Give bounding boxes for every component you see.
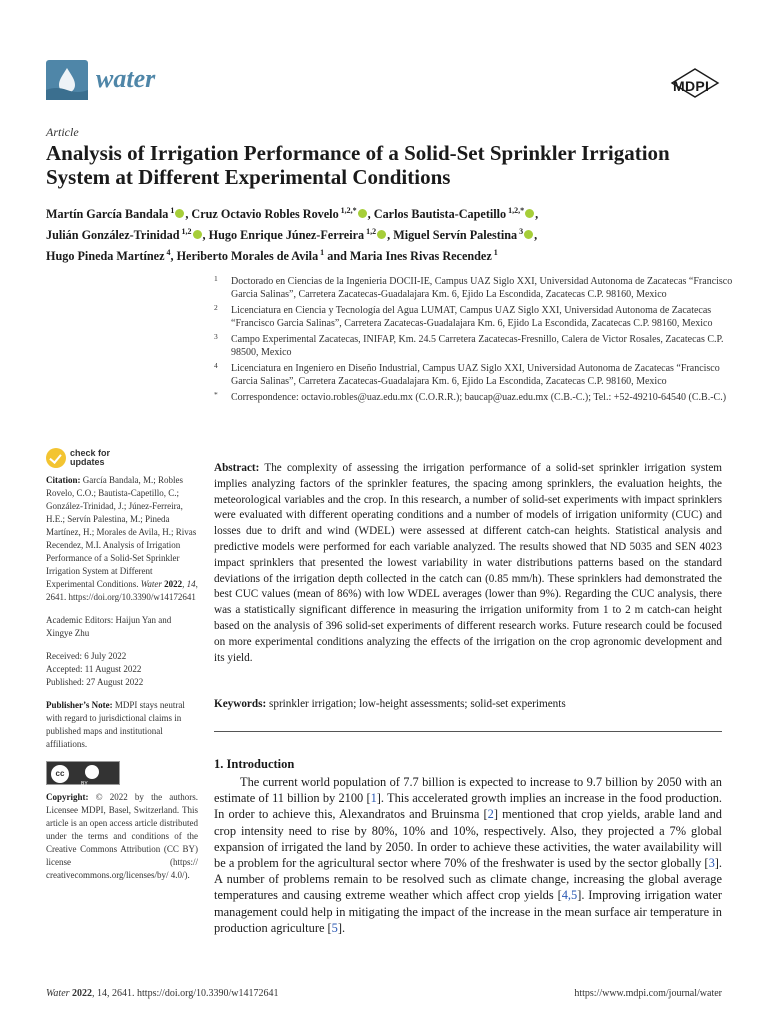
orcid-icon[interactable]	[193, 230, 202, 239]
author-name: Martín García Bandala	[46, 207, 169, 222]
orcid-icon[interactable]	[175, 209, 184, 218]
reference-link[interactable]: 5	[331, 920, 338, 935]
reference-link[interactable]: 3	[708, 856, 715, 871]
author-name: Carlos Bautista-Capetillo	[373, 207, 507, 222]
journal-url-link[interactable]: https://www.mdpi.com/journal/water	[574, 988, 722, 999]
publication-dates	[46, 650, 198, 689]
introduction-paragraph: The current world population of 7.7 billion is expected to increase to 9.7 billion by 2050 with an estimate of 11 billion by 2100 [1]. This accelerated growth implies an increase in the food production. In order to achieve this, Alexandratos and Bruinsma [2] mentioned that crop yields, arable land and crop intensity need to rise by 80%, 10% and 10%, respectively. Also, they projected a 7% global expansion of irrigated the land by 2050. In order to achieve these activities, the water availability will be a problem for the agricultural sector where 70% of the freshwater is used by the sector globally [3]. A number of problems remain to be resolved such as climate change, increasing the global average temperatures and causing extreme weather which affect crop yields [4,5]. Improving irrigation water management could help in mitigating the impact of the increase in the mean surface air temperature in production agriculture [5].	[214, 775, 723, 935]
affiliation-item: 3 Campo Experimental Zacatecas, INIFAP, Km. 24.5 Carretera Zacatecas-Fresnillo, Calera de Victor Rosales, Zacatecas C.P. 98500, Mexico	[214, 332, 724, 358]
affiliation-item: 1 Doctorado en Ciencias de la Ingenieria DOCII-IE, Campus UAZ Siglo XXI, Universidad Autonoma de Zacatecas “Francisco Garcia Salinas”, Carretera Zacatecas-Guadalajara Km. 6, Ejido La Escondida, Zacatecas C.P. 98160, Mexico	[214, 274, 733, 300]
orcid-icon[interactable]	[524, 230, 533, 239]
keywords: Keywords: sprinkler irrigation; low-height assessments; solid-set experiments	[214, 698, 566, 710]
section-heading: 1. Introduction	[214, 757, 295, 771]
paper-title: Analysis of Irrigation Performance of a Solid-Set Sprinkler Irrigation System at Different Experimental Conditions	[46, 141, 670, 189]
published-date: Published: 27 August 2022	[46, 677, 144, 687]
author-name: Julián González-Trinidad	[46, 228, 180, 243]
publisher-name: MDPI	[673, 78, 710, 94]
orcid-icon[interactable]	[525, 209, 534, 218]
received-date: Received: 6 July 2022	[46, 651, 127, 661]
journal-header	[46, 60, 726, 104]
author-name: Maria Ines Rivas Recendez	[349, 249, 492, 264]
orcid-icon[interactable]	[358, 209, 367, 218]
author-list: Martín García Bandala $^1$ , Cruz Octavio Robles Rovelo $^{1,2,*}$ , Carlos Bautista-Capetillo $^{1,2,*}$ , Julián González-Trinidad $^{1,2}$ , Hugo Enrique Júnez-Ferreira $^{1,2}$ , Miguel Servín Palestina $^3$ , Hugo Pineda Martínez $^4$, Heriberto Morales de Avila $^1$ and Maria Ines Rivas Recendez $^1$	[46, 206, 539, 264]
author-name: Hugo Enrique Júnez-Ferreira	[208, 228, 365, 243]
water-drop-icon	[46, 60, 88, 100]
sidebar	[46, 446, 198, 892]
abstract	[214, 461, 722, 666]
journal-name: water	[96, 64, 156, 93]
check-updates-icon	[46, 448, 66, 468]
affiliations	[214, 275, 734, 407]
reference-link[interactable]: 2	[487, 807, 494, 822]
copyright-notice: Copyright: © 2022 by the authors. Licensee MDPI, Basel, Switzerland. This article is an open access article distributed under the terms and conditions of the Creative Commons Attribution (CC BY) license (https:// creativecommons.org/licenses/by/ 4.0/).	[46, 792, 199, 880]
author-name: Cruz Octavio Robles Rovelo	[191, 207, 339, 222]
reference-link[interactable]: 4,5	[561, 888, 578, 903]
author-name: Hugo Pineda Martínez	[46, 249, 165, 264]
footer-citation: Water 2022, 14, 2641. https://doi.org/10.3390/w14172641	[46, 988, 279, 999]
article-type: Article	[46, 125, 79, 139]
correspondence: * Correspondence: octavio.robles@uaz.edu.mx (C.O.R.R.); baucap@uaz.edu.mx (C.B.-C.); Tel.: +52-49210-64540 (C.B.-C.)	[214, 390, 727, 403]
cc-by-license-icon[interactable]: cc BY	[46, 761, 120, 785]
doi-link[interactable]: , 2641. https://doi.org/10.3390/w14172641	[46, 579, 198, 602]
abstract-text: The complexity of assessing the irrigation performance of a solid-set sprinkler irrigation system implies analyzing factors of the sprinkler features, the spacing among sprinklers, the evaluation heights, the meteorological variables and the crop. In this research, a number of solid-set experiments with impact sprinklers were evaluated with different operating conditions and a number of models of irrigation uniformity (CUC) and losses due to drift and wind (WDEL) were assessed at different catch-can heights. Statistical analysis and predictive models were performed for each variable analyzed. The results showed that ND 5035 and SEN 4023 impact sprinklers that presented the lowest variability in water distributions patterns based on the standard deviations of the irrigation depth collected in the catch can (0.85 mm/h). These sprinklers had demonstrated the best CUC values (mean of 86%) with low WDEL averages (lower than 9%). Regarding the CUC analysis, there was a statistically significant difference in measuring the irrigation uniformity from 1 to 2 m catch-can height based on the analysis of 396 solid-set experiments of different research works. Future research could be focused on more experimental conditions analyzing the effects of the irrigation on the crop agronomic development and its yield.	[214, 462, 722, 664]
author-name: Miguel Servín Palestina	[393, 228, 518, 243]
author-name: Heriberto Morales de Avila	[176, 249, 319, 264]
affiliation-item: 4 Licenciatura en Ingeniero en Diseño Industrial, Campus UAZ Siglo XXI, Universidad Autonoma de Zacatecas “Francisco Garcia Salinas”, Carretera Zacatecas-Guadalajara Km. 6, Ejido La Escondida, Zacatecas C.P. 98160, Mexico	[214, 361, 720, 387]
accepted-date: Accepted: 11 August 2022	[46, 664, 142, 674]
reference-link[interactable]: 1	[370, 791, 377, 806]
affiliation-item: 2 Licenciatura en Ciencia y Tecnología del Agua LUMAT, Campus UAZ Siglo XXI, Universidad Autonoma de Zacatecas “Francisco Garcia Salinas”, Carretera Zacatecas-Guadalajara Km. 6, Ejido La Escondida, Zacatecas C.P. 98160, Mexico	[214, 303, 713, 329]
abstract-label: Abstract:	[214, 462, 260, 474]
mdpi-logo[interactable]	[670, 68, 720, 98]
publisher-note: Publisher’s Note: MDPI stays neutral with regard to jurisdictional claims in published maps and institutional affiliations.	[46, 700, 185, 749]
orcid-icon[interactable]	[377, 230, 386, 239]
section-divider	[214, 731, 722, 732]
citation: Citation: García Bandala, M.; Robles Rovelo, C.O.; Bautista-Capetillo, C.; González-Trinidad, J.; Júnez-Ferreira, H.E.; Servín Palestina, M.; Pineda Martínez, H.; Morales de Avila, H.; Rivas Recendez, M.I. Analysis of Irrigation Performance of a Solid-Set Sprinkler Irrigation System at Different Experimental Conditions. Water 2022, 14, 2641. https://doi.org/10.3390/w14172641	[46, 475, 198, 602]
check-for-updates-button[interactable]: check for updates	[46, 446, 198, 470]
academic-editors: Academic Editors: Haijun Yan and Xingye Zhu	[46, 615, 172, 638]
